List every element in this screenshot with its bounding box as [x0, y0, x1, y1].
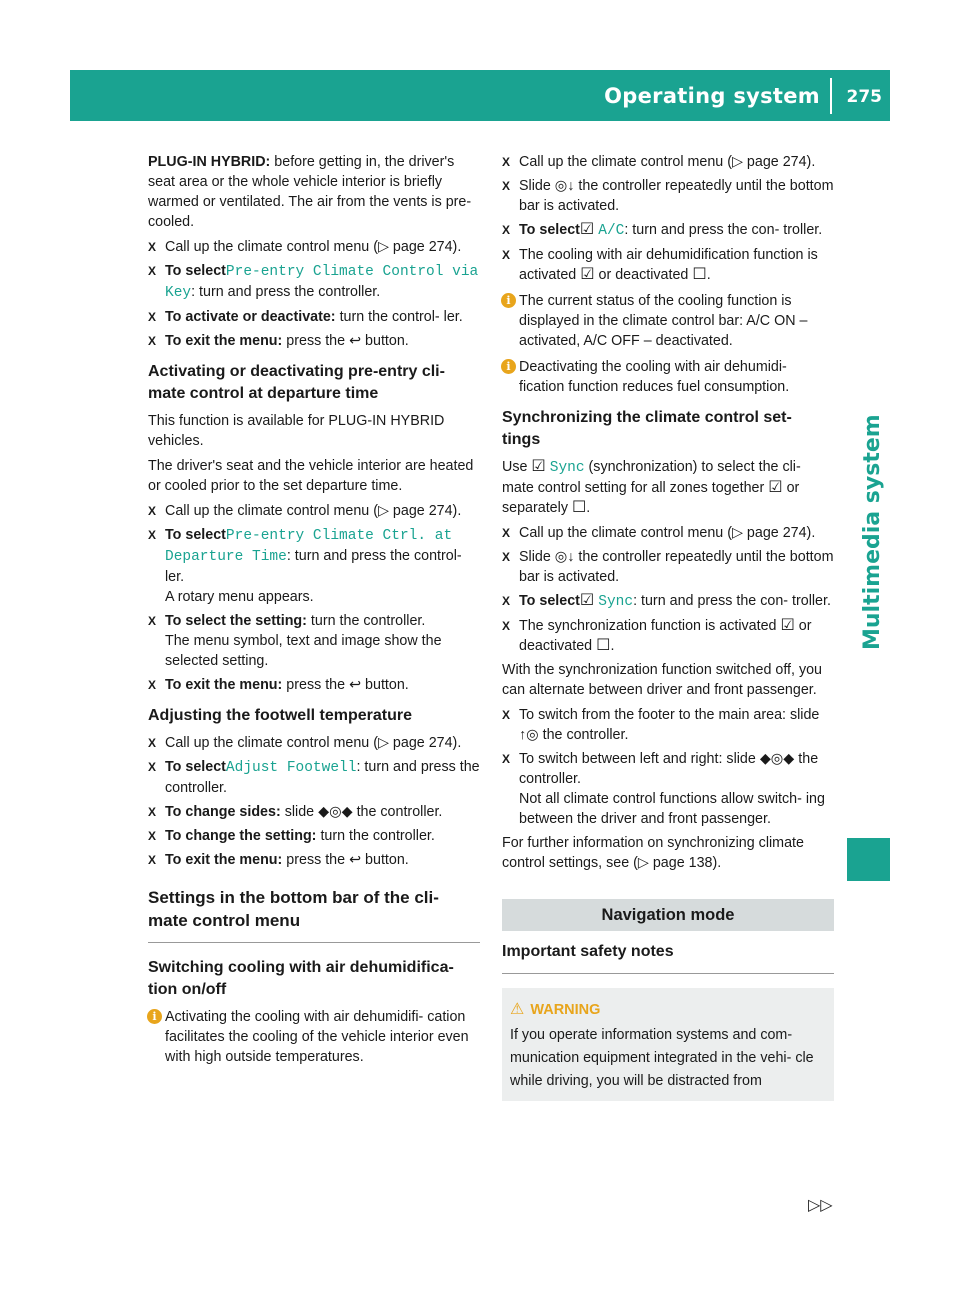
controller-slide-up-icon: ↑◎	[519, 727, 539, 743]
controller-slide-down-icon: ◎↓	[554, 178, 575, 194]
sync-off-paragraph: With the synchronization function switched off, you can alternate between driver and front passenger.	[502, 662, 822, 698]
departure-p2: The driver's seat and the vehicle interior are heated or cooled prior to the set departure time.	[148, 458, 474, 494]
step-sync-result: X The synchronization function is activated ☑ or deactivated ☐.	[502, 617, 812, 654]
step-switch-footer: X To switch from the footer to the main area: slide ↑◎ the controller.	[502, 707, 820, 743]
warning-box	[502, 988, 834, 1101]
checkbox-checked-icon: ☑	[768, 479, 783, 496]
info-note-cooling: i Activating the cooling with air dehumidifi- cation facilitates the cooling of the vehicle interior even with high outside temperatures.	[148, 1007, 480, 1067]
step-arrow-icon: X	[148, 736, 157, 750]
step-sync-select: X To select☑ Sync: turn and press the con- troller.	[502, 592, 831, 610]
section-band-navigation: Navigation mode	[502, 899, 834, 931]
menu-item-preentry-key: Pre-entry Climate Control via Key	[165, 264, 479, 301]
step-arrow-icon: X	[148, 760, 157, 774]
checkbox-checked-icon: ☑	[579, 592, 595, 609]
step-dep-select: X To selectPre-entry Climate Ctrl. at Departure Time: turn and press the control- ler. A rotary menu appears.	[148, 527, 462, 605]
step-ac-result: X The cooling with air dehumidification function is activated ☑ or deactivated ☐.	[502, 247, 818, 283]
step-arrow-icon: X	[148, 334, 157, 348]
controller-slide-lr-icon: ◆◎◆	[318, 804, 353, 820]
step-arrow-icon: X	[502, 248, 511, 262]
left-column	[148, 152, 480, 1073]
step-arrow-icon: X	[148, 264, 157, 278]
checkbox-empty-icon: ☐	[692, 266, 707, 283]
heading-departure: Activating or deactivating pre-entry cli- mate control at departure time	[148, 363, 445, 402]
info-icon: i	[501, 359, 516, 374]
step-exit-menu: X To exit the menu: press the ↩ button.	[148, 333, 409, 349]
step-ac-call-menu: X Call up the climate control menu (▷ page 274).	[502, 154, 816, 170]
step-dep-setting: X To select the setting: turn the controller. The menu symbol, text and image show the selected setting.	[148, 613, 442, 669]
menu-item-departure-time: Pre-entry Climate Ctrl. at Departure Time	[165, 528, 453, 565]
page-number: 275	[846, 87, 882, 107]
menu-item-sync: Sync	[598, 594, 634, 610]
step-arrow-icon: X	[502, 179, 511, 193]
menu-item-sync: Sync	[549, 460, 585, 476]
step-activate: X To activate or deactivate: turn the control- ler.	[148, 309, 463, 325]
step-switch-sides: X To switch between left and right: slide ◆◎◆ the controller. Not all climate control functions allow switch- ing between the driver and front passenger.	[502, 751, 825, 827]
step-arrow-icon: X	[502, 752, 511, 766]
checkbox-checked-icon: ☑	[531, 458, 546, 475]
step-arrow-icon: X	[148, 678, 157, 692]
info-icon: i	[147, 1009, 162, 1024]
warning-text: If you operate information systems and com- munication equipment integrated in the vehi- cle while driving, you will be distracted from	[510, 1027, 814, 1089]
heading-footwell: Adjusting the footwell temperature	[148, 707, 413, 724]
side-tab-marker	[847, 838, 890, 881]
checkbox-empty-icon: ☐	[571, 499, 587, 516]
step-sync-slide: X Slide ◎↓ the controller repeatedly until the bottom bar is activated.	[502, 549, 834, 585]
step-arrow-icon: X	[148, 853, 157, 867]
step-dep-exit: X To exit the menu: press the ↩ button.	[148, 677, 409, 693]
back-button-icon: ↩	[349, 677, 362, 693]
step-fw-setting: X To change the setting: turn the controller.	[148, 828, 435, 844]
step-ac-slide: X Slide ◎↓ the controller repeatedly until the bottom bar is activated.	[502, 178, 834, 214]
sync-intro: Use ☑ Sync (synchronization) to select the cli- mate control setting for all zones together ☑ or separately ☐.	[502, 458, 801, 516]
step-arrow-icon: X	[148, 240, 157, 254]
further-info: For further information on synchronizing climate control settings, see (▷ page 138).	[502, 835, 804, 871]
step-arrow-icon: X	[148, 504, 157, 518]
step-arrow-icon: X	[502, 619, 511, 633]
step-fw-select: X To selectAdjust Footwell: turn and press the controller.	[148, 759, 480, 796]
step-dep-call-menu: X Call up the climate control menu (▷ page 274).	[148, 503, 462, 519]
back-button-icon: ↩	[349, 333, 362, 349]
info-note-status: i The current status of the cooling function is displayed in the climate control bar: A/C ON – activated, A/C OFF – deactivated.	[502, 291, 834, 351]
step-arrow-icon: X	[148, 805, 157, 819]
checkbox-checked-icon: ☑	[580, 266, 595, 283]
step-ac-select: X To select☑ A/C: turn and press the con- troller.	[502, 221, 823, 239]
step-select-preentry: X To selectPre-entry Climate Control via Key: turn and press the controller.	[148, 263, 479, 301]
back-button-icon: ↩	[349, 852, 362, 868]
right-column	[502, 152, 834, 1101]
checkbox-checked-icon: ☑	[780, 617, 795, 634]
warning-title: ⚠ WARNING	[510, 1001, 601, 1018]
step-arrow-icon: X	[148, 310, 157, 324]
step-fw-sides: X To change sides: slide ◆◎◆ the controller.	[148, 804, 443, 820]
menu-item-adjust-footwell: Adjust Footwell	[225, 760, 357, 776]
controller-slide-lr-icon: ◆◎◆	[759, 751, 795, 767]
menu-item-ac: A/C	[598, 223, 625, 239]
controller-slide-down-icon: ◎↓	[554, 549, 575, 565]
continued-icon: ▷▷	[808, 1197, 833, 1214]
step-arrow-icon: X	[502, 550, 511, 564]
step-call-menu: X Call up the climate control menu (▷ page 274).	[148, 239, 462, 255]
step-arrow-icon: X	[148, 829, 157, 843]
step-arrow-icon: X	[502, 223, 511, 237]
warning-triangle-icon: ⚠	[510, 1001, 525, 1018]
page-header	[70, 70, 890, 121]
intro-paragraph: PLUG-IN HYBRID: before getting in, the driver's seat area or the whole vehicle interior is briefly warmed or ventilated. The air from the vents is pre-cooled.	[148, 154, 472, 230]
heading-cooling: Switching cooling with air dehumidifica- tion on/off	[148, 959, 454, 998]
checkbox-checked-icon: ☑	[579, 221, 595, 238]
heading-safety: Important safety notes	[502, 941, 834, 974]
step-arrow-icon: X	[148, 614, 157, 628]
section-title: Operating system	[604, 84, 820, 108]
step-arrow-icon: X	[502, 594, 511, 608]
heading-bottom-bar: Settings in the bottom bar of the cli- mate control menu	[148, 886, 480, 943]
step-arrow-icon: X	[502, 526, 511, 540]
step-sync-call-menu: X Call up the climate control menu (▷ page 274).	[502, 525, 816, 541]
heading-sync: Synchronizing the climate control set- tings	[502, 409, 792, 448]
step-fw-exit: X To exit the menu: press the ↩ button.	[148, 852, 409, 868]
checkbox-empty-icon: ☐	[596, 637, 611, 654]
step-fw-call-menu: X Call up the climate control menu (▷ page 274).	[148, 735, 462, 751]
step-arrow-icon: X	[148, 528, 157, 542]
side-tab-label: Multimedia system	[860, 414, 885, 650]
info-icon: i	[501, 293, 516, 308]
departure-p1: This function is available for PLUG-IN HYBRID vehicles.	[148, 413, 445, 449]
step-arrow-icon: X	[502, 708, 511, 722]
step-arrow-icon: X	[502, 155, 511, 169]
info-note-fuel: i Deactivating the cooling with air dehumidi- fication function reduces fuel consumption.	[502, 357, 834, 397]
header-divider	[830, 78, 832, 114]
